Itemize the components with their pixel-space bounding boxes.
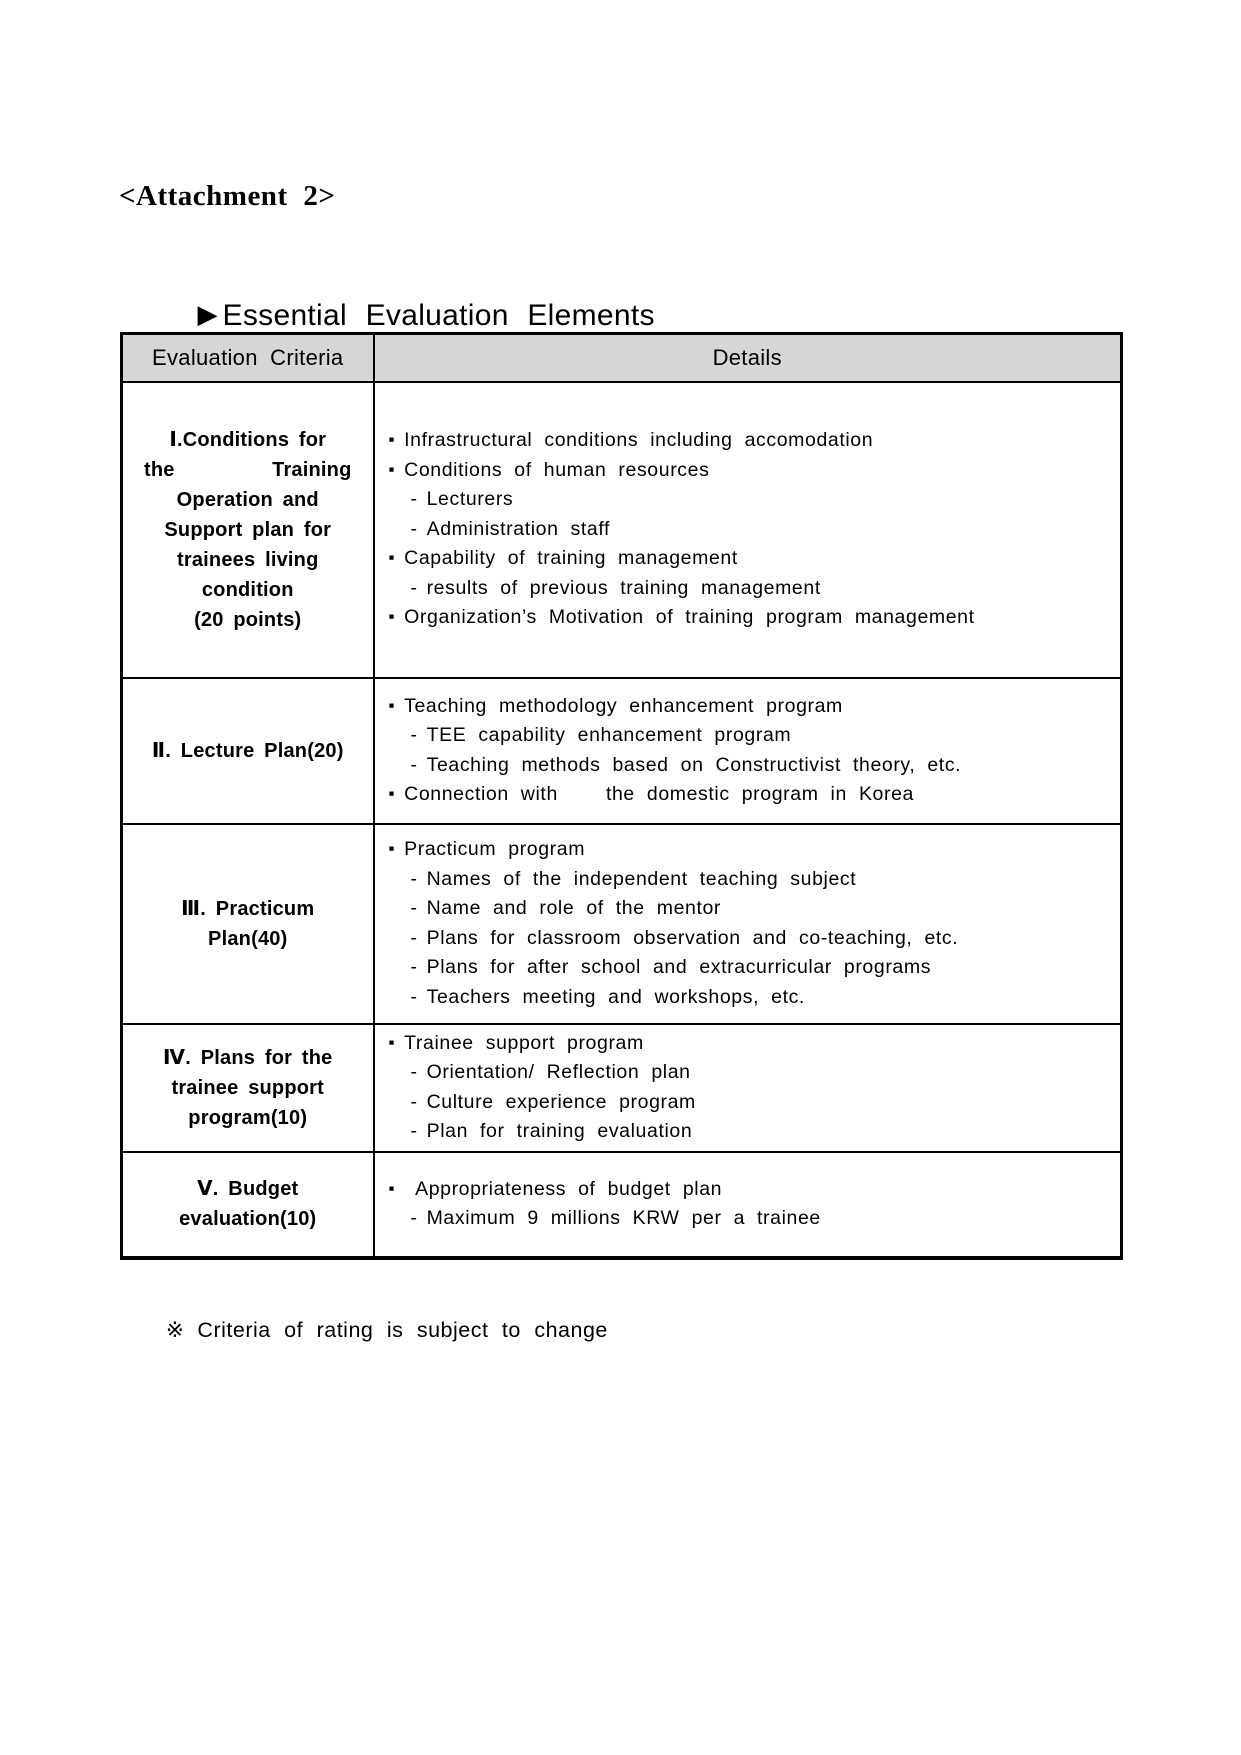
details-text: TEE capability enhancement program [426,724,792,746]
triangle-bullet-icon: ▶ [197,299,218,329]
table-row [122,1024,1122,1152]
criteria-line: Plan(40) [208,927,288,950]
dash-marker: - [410,1207,418,1229]
details-line [375,865,1115,895]
dash-marker: - [410,517,418,540]
square-bullet-icon: ▪ [388,695,396,715]
details-line [375,603,1115,633]
square-bullet-icon: ▪ [388,430,396,450]
details-text: Teachers meeting and workshops, etc. [426,985,805,1008]
reference-mark-icon: ※ [165,1318,185,1342]
dash-marker: - [410,1061,418,1083]
details-text: Plans for after school and extracurricular programs [426,956,932,978]
details-line [375,1058,1115,1088]
details-line [375,426,1115,456]
details-text: Infrastructural conditions including accomodation [404,429,874,452]
criteria-line: Ⅴ. Budget [197,1178,299,1200]
dash-marker: - [410,1090,418,1113]
dash-marker: - [410,985,418,1008]
details-line [375,835,1115,865]
attachment-label: <Attachment 2> [119,180,336,212]
details-cell [374,824,1122,1024]
dash-marker: - [410,724,418,746]
header-evaluation-criteria: Evaluation Criteria [122,334,374,382]
details-text: Teaching methodology enhancement program [404,694,843,717]
footnote [112,1293,608,1368]
page-title-text: Essential Evaluation Elements [222,299,655,332]
dash-marker: - [410,576,418,599]
details-text: Appropriateness of budget plan [404,1177,723,1200]
criteria-line: trainee support [171,1076,325,1099]
details-line [375,485,1115,515]
square-bullet-icon: ▪ [388,784,396,803]
criteria-cell [122,382,374,678]
criteria-line: Ⅳ. Plans for the [163,1046,333,1069]
square-bullet-icon: ▪ [388,548,396,568]
details-text: Name and role of the mentor [426,897,722,919]
details-line [375,515,1115,545]
table-row [122,1152,1122,1258]
details-cell [374,382,1122,678]
evaluation-table [120,332,1123,1260]
dash-marker: - [410,1120,418,1142]
table-row [122,824,1122,1024]
details-line [375,574,1115,604]
criteria-cell [122,1152,374,1258]
criteria-line: trainees living [177,548,319,571]
details-text: Names of the independent teaching subject [426,867,857,890]
details-text: Organization’s Motivation of training program management [404,606,975,629]
table-header-row [122,334,1122,382]
criteria-line: Support plan for [164,518,332,541]
details-text: Orientation/ Reflection plan [426,1061,691,1083]
criteria-line: (20 points) [194,608,302,631]
square-bullet-icon: ▪ [388,607,396,627]
details-line [375,894,1115,924]
details-cell [374,678,1122,824]
table-row [122,382,1122,678]
details-text: Practicum program [404,838,586,860]
details-text: Connection with the domestic program in Korea [404,783,914,805]
details-line [375,544,1115,574]
details-text: Plan for training evaluation [426,1120,693,1142]
criteria-line: Ⅰ.Conditions for [169,428,327,451]
details-text: Capability of training management [404,547,738,570]
details-text: Teaching methods based on Constructivist theory, etc. [426,753,962,776]
details-line [375,751,1115,781]
dash-marker: - [410,926,418,949]
details-line [375,1117,1115,1147]
details-text: Plans for classroom observation and co-teaching, etc. [426,926,959,949]
criteria-cell [122,824,374,1024]
square-bullet-icon: ▪ [388,1178,396,1198]
details-line [375,721,1115,751]
details-line [375,1088,1115,1118]
details-text: Trainee support program [404,1031,644,1054]
criteria-line: Ⅱ. Lecture Plan(20) [151,739,344,762]
footnote-text: Criteria of rating is subject to change [197,1318,608,1342]
details-text: Culture experience program [426,1090,696,1113]
details-line [375,692,1115,722]
square-bullet-icon: ▪ [388,1032,396,1052]
criteria-line: Operation and [176,488,319,511]
details-text: results of previous training management [426,576,821,599]
details-text: Administration staff [426,517,611,540]
square-bullet-icon: ▪ [388,459,396,479]
criteria-line: condition [201,578,294,601]
details-text: Maximum 9 millions KRW per a trainee [426,1207,821,1229]
dash-marker: - [410,897,418,919]
details-line [375,924,1115,954]
details-line [375,1175,1115,1205]
criteria-line: program(10) [188,1106,308,1129]
table-row [122,678,1122,824]
criteria-line: the Training [143,458,352,481]
details-text: Lecturers [426,488,514,511]
dash-marker: - [410,488,418,511]
dash-marker: - [410,867,418,890]
square-bullet-icon: ▪ [388,839,396,858]
details-line [375,456,1115,486]
dash-marker: - [410,753,418,776]
details-cell [374,1024,1122,1152]
details-line [375,953,1115,983]
dash-marker: - [410,956,418,978]
details-line [375,1029,1115,1059]
details-text: Conditions of human resources [404,458,710,481]
criteria-line: evaluation(10) [179,1208,317,1230]
criteria-line: Ⅲ. Practicum [181,897,315,920]
header-details: Details [374,334,1122,382]
criteria-cell [122,1024,374,1152]
details-line [375,780,1115,810]
criteria-cell [122,678,374,824]
details-line [375,983,1115,1013]
details-cell [374,1152,1122,1258]
details-line [375,1204,1115,1234]
